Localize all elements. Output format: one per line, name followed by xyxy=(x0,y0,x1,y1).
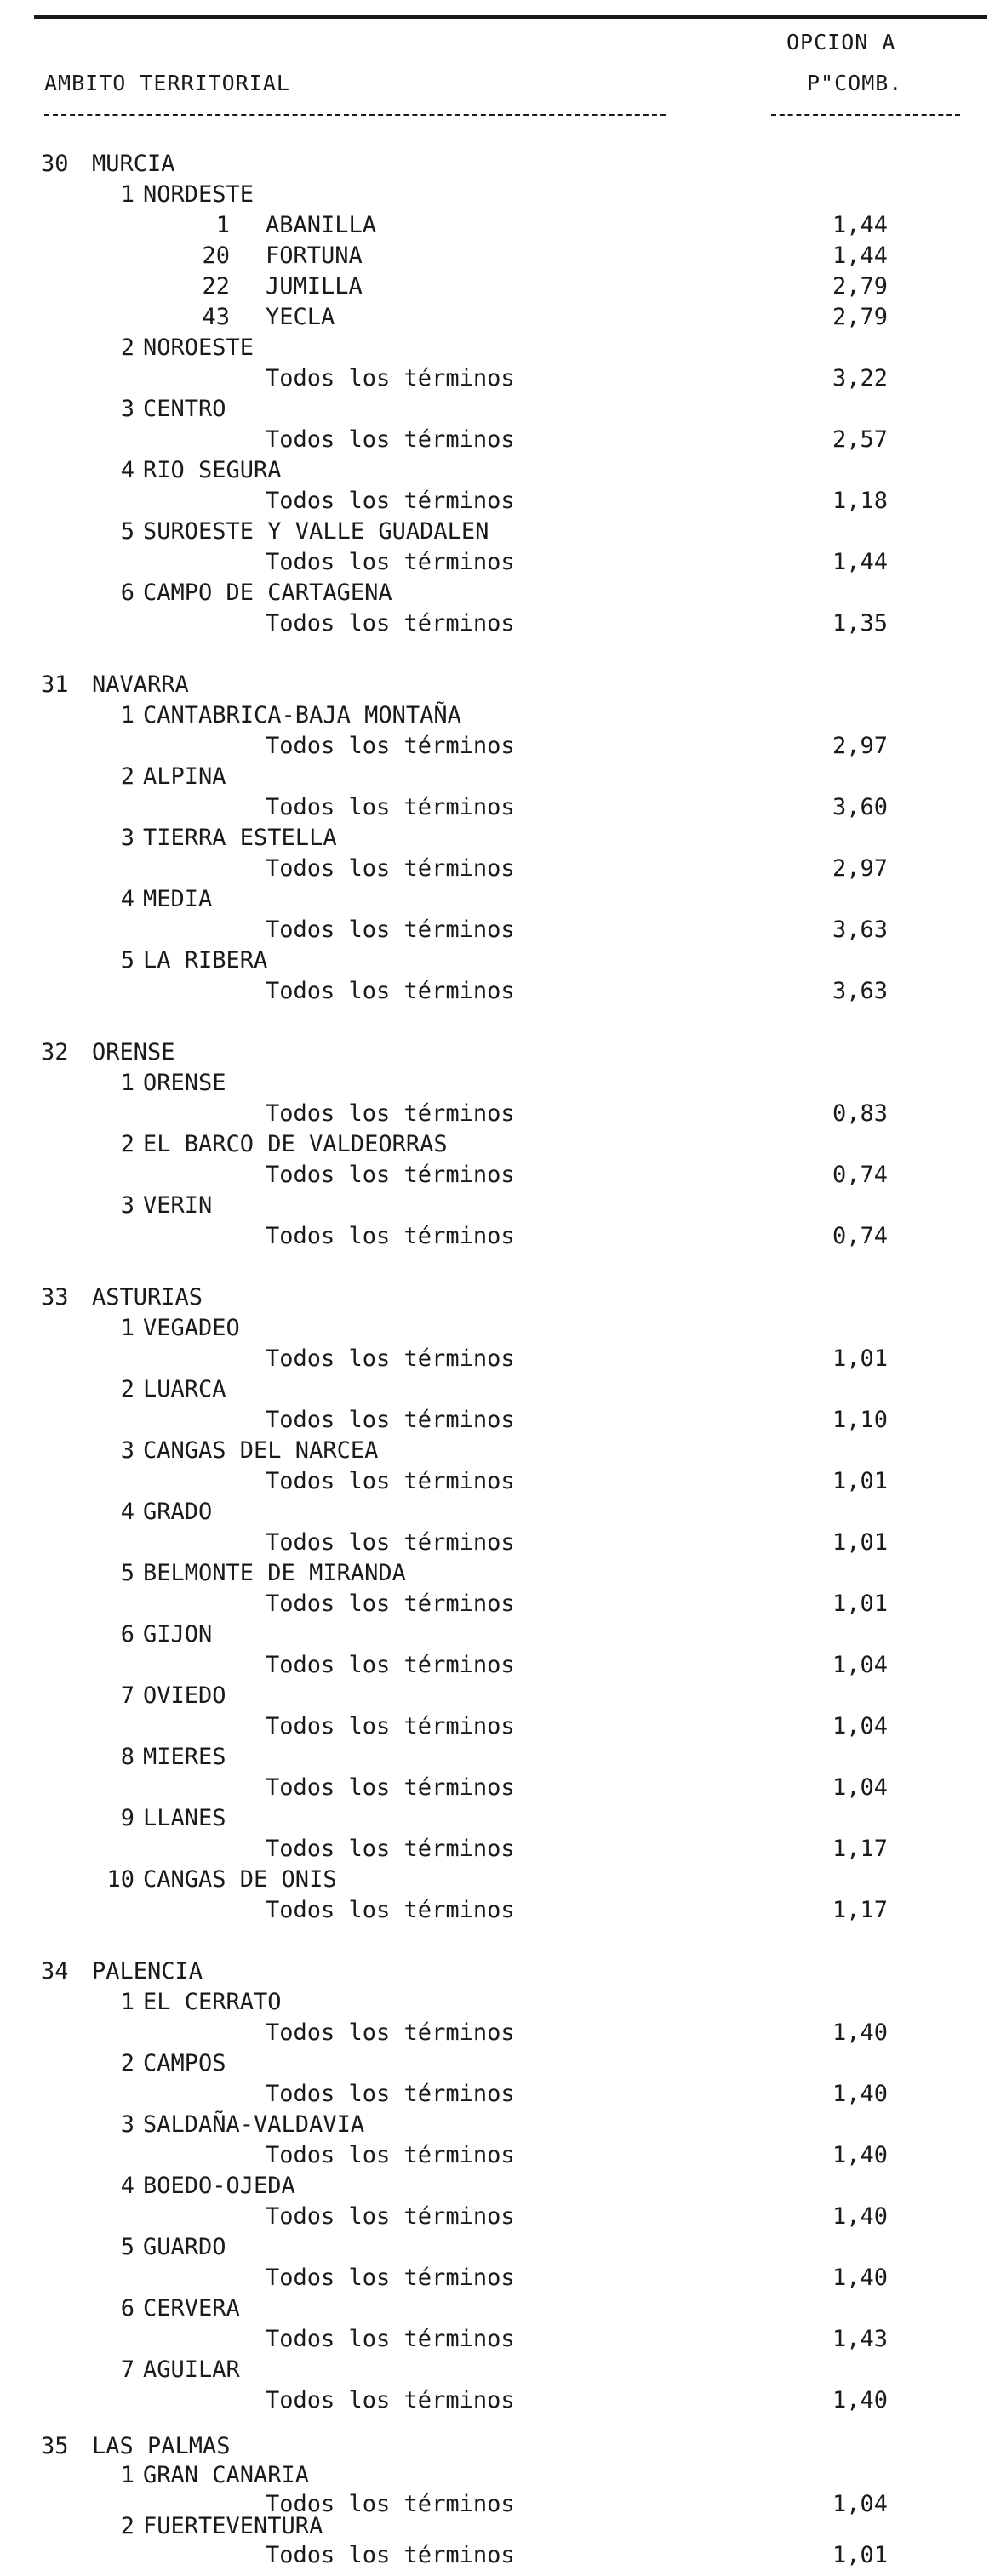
zone-code: 5 xyxy=(120,2234,134,2260)
all-terms-row xyxy=(0,2080,995,2109)
all-terms-row xyxy=(0,1161,995,1190)
header-col2-line2: P"COMB. xyxy=(807,71,903,95)
zone-label: TIERRA ESTELLA xyxy=(143,825,337,851)
zone-row xyxy=(0,180,995,209)
all-terms-row xyxy=(0,1100,995,1128)
zone-label: SALDAÑA-VALDAVIA xyxy=(143,2111,365,2138)
zone-code: 2 xyxy=(120,334,134,361)
coefficient-value: 3,63 xyxy=(832,978,889,1004)
coefficient-value: 1,40 xyxy=(832,2142,889,2168)
muni-label: JUMILLA xyxy=(266,273,363,300)
zone-code: 2 xyxy=(120,1131,134,1157)
zone-label: CANGAS DE ONIS xyxy=(143,1866,337,1893)
todos-label: Todos los términos xyxy=(266,1345,515,1372)
zone-label: GIJON xyxy=(143,1621,213,1648)
zone-code: 9 xyxy=(120,1805,134,1831)
todos-label: Todos los términos xyxy=(266,1100,515,1127)
zone-label: GRAN CANARIA xyxy=(143,2462,310,2488)
all-terms-row xyxy=(0,2264,995,2293)
zone-code: 10 xyxy=(106,1866,134,1893)
zone-code: 2 xyxy=(120,2513,134,2539)
zone-code: 6 xyxy=(120,1621,134,1648)
coefficient-value: 1,43 xyxy=(832,2326,889,2352)
all-terms-row xyxy=(0,1651,995,1680)
zone-row xyxy=(0,579,995,608)
all-terms-row xyxy=(0,1896,995,1925)
all-terms-row xyxy=(0,1467,995,1496)
all-terms-row xyxy=(0,2541,995,2570)
todos-label: Todos los términos xyxy=(266,2265,515,2291)
province-row xyxy=(0,1957,995,1986)
todos-label: Todos los términos xyxy=(266,2142,515,2168)
coefficient-value: 2,79 xyxy=(832,273,889,300)
zone-code: 6 xyxy=(120,580,134,606)
todos-label: Todos los términos xyxy=(266,2542,515,2568)
todos-label: Todos los términos xyxy=(266,855,515,882)
all-terms-row xyxy=(0,2202,995,2231)
muni-code: 43 xyxy=(202,304,230,330)
zone-label: NOROESTE xyxy=(143,334,254,361)
coefficient-value: 1,35 xyxy=(832,610,889,637)
zone-code: 3 xyxy=(120,396,134,422)
coefficient-value: 1,18 xyxy=(832,488,889,514)
all-terms-row xyxy=(0,1712,995,1741)
zone-row xyxy=(0,1865,995,1894)
coefficient-value: 2,79 xyxy=(832,304,889,330)
zone-label: NORDESTE xyxy=(143,181,254,208)
zone-label: CANTABRICA-BAJA MONTAÑA xyxy=(143,702,461,728)
coefficient-value: 1,40 xyxy=(832,2387,889,2413)
zone-row xyxy=(0,2512,995,2541)
all-terms-row xyxy=(0,609,995,638)
todos-label: Todos los términos xyxy=(266,365,515,391)
province-label: ORENSE xyxy=(92,1039,175,1065)
todos-label: Todos los términos xyxy=(266,1529,515,1556)
coefficient-value: 1,01 xyxy=(832,1591,889,1617)
todos-label: Todos los términos xyxy=(266,1407,515,1433)
all-terms-row xyxy=(0,548,995,577)
muni-label: YECLA xyxy=(266,304,335,330)
province-label: NAVARRA xyxy=(92,671,189,698)
todos-label: Todos los términos xyxy=(266,1652,515,1678)
todos-label: Todos los términos xyxy=(266,1713,515,1739)
all-terms-row xyxy=(0,2019,995,2048)
zone-label: CENTRO xyxy=(143,396,226,422)
todos-label: Todos los términos xyxy=(266,610,515,637)
zone-row xyxy=(0,395,995,424)
zone-code: 1 xyxy=(120,181,134,208)
coefficient-value: 1,01 xyxy=(832,1345,889,1372)
all-terms-row xyxy=(0,1528,995,1557)
province-row xyxy=(0,2432,995,2461)
coefficient-value: 1,01 xyxy=(832,1468,889,1494)
all-terms-row xyxy=(0,1222,995,1251)
zone-label: ORENSE xyxy=(143,1070,226,1096)
coefficient-value: 1,40 xyxy=(832,2265,889,2291)
zone-code: 2 xyxy=(120,763,134,790)
province-row xyxy=(0,1283,995,1312)
zone-code: 1 xyxy=(120,702,134,728)
province-label: PALENCIA xyxy=(92,1958,203,1985)
zone-row xyxy=(0,1437,995,1465)
zone-row xyxy=(0,2172,995,2201)
zone-row xyxy=(0,1069,995,1098)
zone-label: CAMPO DE CARTAGENA xyxy=(143,580,392,606)
all-terms-row xyxy=(0,1345,995,1374)
todos-label: Todos los términos xyxy=(266,426,515,453)
zone-row xyxy=(0,763,995,791)
zone-code: 2 xyxy=(120,1376,134,1402)
zone-code: 5 xyxy=(120,1560,134,1586)
coefficient-value: 3,22 xyxy=(832,365,889,391)
zone-label: EL CERRATO xyxy=(143,1989,282,2015)
zone-code: 5 xyxy=(120,947,134,974)
zone-label: VEGADEO xyxy=(143,1315,240,1341)
all-terms-row xyxy=(0,364,995,393)
zone-label: BELMONTE DE MIRANDA xyxy=(143,1560,406,1586)
todos-label: Todos los términos xyxy=(266,549,515,575)
todos-label: Todos los términos xyxy=(266,2387,515,2413)
zone-label: MEDIA xyxy=(143,886,213,912)
zone-label: LUARCA xyxy=(143,1376,226,1402)
zone-row xyxy=(0,1191,995,1220)
coefficient-value: 1,40 xyxy=(832,2081,889,2107)
muni-label: ABANILLA xyxy=(266,212,377,238)
muni-code: 22 xyxy=(202,273,230,300)
zone-row xyxy=(0,2233,995,2262)
zone-label: FUERTEVENTURA xyxy=(143,2513,323,2539)
zone-code: 5 xyxy=(120,518,134,545)
municipality-row xyxy=(0,303,995,332)
province-code: 34 xyxy=(41,1958,69,1985)
header-underline-col2 xyxy=(771,114,960,116)
coefficient-value: 1,17 xyxy=(832,1836,889,1862)
zone-row xyxy=(0,2356,995,2385)
zone-row xyxy=(0,2294,995,2323)
coefficient-value: 1,44 xyxy=(832,212,889,238)
todos-label: Todos los términos xyxy=(266,1836,515,1862)
zone-code: 7 xyxy=(120,2356,134,2383)
all-terms-row xyxy=(0,2325,995,2354)
zone-code: 1 xyxy=(120,1070,134,1096)
muni-label: FORTUNA xyxy=(266,243,363,269)
zone-label: ALPINA xyxy=(143,763,226,790)
zone-code: 4 xyxy=(120,2173,134,2199)
zone-label: GRADO xyxy=(143,1499,213,1525)
all-terms-row xyxy=(0,854,995,883)
coefficient-value: 1,40 xyxy=(832,2203,889,2230)
zone-label: BOEDO-OJEDA xyxy=(143,2173,295,2199)
header-col2-line1: OPCION A xyxy=(786,30,896,54)
zone-row xyxy=(0,701,995,730)
todos-label: Todos los términos xyxy=(266,1162,515,1188)
zone-code: 3 xyxy=(120,1192,134,1219)
todos-label: Todos los términos xyxy=(266,733,515,759)
province-code: 31 xyxy=(41,671,69,698)
all-terms-row xyxy=(0,732,995,761)
all-terms-row xyxy=(0,1835,995,1864)
coefficient-value: 1,44 xyxy=(832,549,889,575)
coefficient-value: 0,74 xyxy=(832,1162,889,1188)
coefficient-value: 1,01 xyxy=(832,1529,889,1556)
zone-row xyxy=(0,1620,995,1649)
province-row xyxy=(0,150,995,179)
all-terms-row xyxy=(0,977,995,1006)
coefficient-value: 2,97 xyxy=(832,733,889,759)
todos-label: Todos los términos xyxy=(266,2491,515,2517)
zone-code: 3 xyxy=(120,1437,134,1464)
todos-label: Todos los términos xyxy=(266,1468,515,1494)
province-label: MURCIA xyxy=(92,151,175,177)
zone-row xyxy=(0,1988,995,2017)
zone-label: EL BARCO DE VALDEORRAS xyxy=(143,1131,448,1157)
todos-label: Todos los términos xyxy=(266,1591,515,1617)
all-terms-row xyxy=(0,1406,995,1435)
coefficient-value: 1,10 xyxy=(832,1407,889,1433)
zone-label: AGUILAR xyxy=(143,2356,240,2383)
coefficient-value: 1,40 xyxy=(832,2019,889,2046)
zone-label: OVIEDO xyxy=(143,1682,226,1709)
municipality-row xyxy=(0,272,995,301)
todos-label: Todos los términos xyxy=(266,794,515,820)
zone-row xyxy=(0,1804,995,1833)
todos-label: Todos los términos xyxy=(266,978,515,1004)
zone-label: RIO SEGURA xyxy=(143,457,282,483)
zone-code: 4 xyxy=(120,457,134,483)
zone-label: SUROESTE Y VALLE GUADALEN xyxy=(143,518,489,545)
all-terms-row xyxy=(0,487,995,516)
todos-label: Todos los términos xyxy=(266,2326,515,2352)
coefficient-value: 0,83 xyxy=(832,1100,889,1127)
zone-label: CANGAS DEL NARCEA xyxy=(143,1437,379,1464)
all-terms-row xyxy=(0,1773,995,1802)
all-terms-row xyxy=(0,426,995,454)
coefficient-value: 3,60 xyxy=(832,794,889,820)
todos-label: Todos los términos xyxy=(266,488,515,514)
todos-label: Todos los términos xyxy=(266,1223,515,1249)
zone-row xyxy=(0,824,995,853)
zone-row xyxy=(0,1743,995,1772)
header-underline-col1 xyxy=(44,114,666,116)
zone-code: 4 xyxy=(120,886,134,912)
zone-row xyxy=(0,1375,995,1404)
coefficient-value: 2,57 xyxy=(832,426,889,453)
zone-row xyxy=(0,456,995,485)
todos-label: Todos los términos xyxy=(266,2019,515,2046)
province-label: ASTURIAS xyxy=(92,1284,203,1311)
zone-row xyxy=(0,2049,995,2078)
muni-code: 20 xyxy=(202,243,230,269)
zone-code: 6 xyxy=(120,2295,134,2322)
province-code: 30 xyxy=(41,151,69,177)
zone-label: MIERES xyxy=(143,1744,226,1770)
zone-row xyxy=(0,334,995,363)
todos-label: Todos los términos xyxy=(266,2081,515,2107)
coefficient-value: 1,04 xyxy=(832,2491,889,2517)
municipality-row xyxy=(0,211,995,240)
header-col1: AMBITO TERRITORIAL xyxy=(44,71,290,95)
zone-row xyxy=(0,2461,995,2490)
province-row xyxy=(0,1038,995,1067)
coefficient-value: 1,17 xyxy=(832,1897,889,1923)
zone-code: 1 xyxy=(120,1315,134,1341)
zone-row xyxy=(0,517,995,546)
coefficient-value: 1,01 xyxy=(832,2542,889,2568)
todos-label: Todos los términos xyxy=(266,917,515,943)
zone-label: VERIN xyxy=(143,1192,213,1219)
zone-row xyxy=(0,885,995,914)
province-code: 33 xyxy=(41,1284,69,1311)
zone-row xyxy=(0,1682,995,1711)
coefficient-value: 1,04 xyxy=(832,1652,889,1678)
top-rule xyxy=(34,15,987,19)
coefficient-value: 1,04 xyxy=(832,1713,889,1739)
zone-row xyxy=(0,1314,995,1343)
province-row xyxy=(0,671,995,700)
zone-code: 3 xyxy=(120,825,134,851)
all-terms-row xyxy=(0,793,995,822)
zone-row xyxy=(0,2110,995,2139)
zone-label: LA RIBERA xyxy=(143,947,268,974)
municipality-row xyxy=(0,242,995,271)
all-terms-row xyxy=(0,2386,995,2415)
zone-label: CAMPOS xyxy=(143,2050,226,2076)
zone-label: CERVERA xyxy=(143,2295,240,2322)
muni-code: 1 xyxy=(215,212,230,238)
all-terms-row xyxy=(0,916,995,945)
zone-code: 8 xyxy=(120,1744,134,1770)
province-code: 32 xyxy=(41,1039,69,1065)
all-terms-row xyxy=(0,1590,995,1619)
todos-label: Todos los términos xyxy=(266,2203,515,2230)
todos-label: Todos los términos xyxy=(266,1774,515,1801)
zone-label: GUARDO xyxy=(143,2234,226,2260)
zone-row xyxy=(0,946,995,975)
province-label: LAS PALMAS xyxy=(92,2433,231,2459)
zone-row xyxy=(0,1130,995,1159)
coefficient-value: 1,44 xyxy=(832,243,889,269)
zone-code: 3 xyxy=(120,2111,134,2138)
coefficient-value: 2,97 xyxy=(832,855,889,882)
coefficient-value: 1,04 xyxy=(832,1774,889,1801)
zone-code: 7 xyxy=(120,1682,134,1709)
zone-row xyxy=(0,1559,995,1588)
zone-code: 1 xyxy=(120,1989,134,2015)
province-code: 35 xyxy=(41,2433,69,2459)
zone-code: 1 xyxy=(120,2462,134,2488)
coefficient-value: 3,63 xyxy=(832,917,889,943)
zone-row xyxy=(0,1498,995,1527)
coefficient-value: 0,74 xyxy=(832,1223,889,1249)
all-terms-row xyxy=(0,2141,995,2170)
zone-code: 4 xyxy=(120,1499,134,1525)
zone-code: 2 xyxy=(120,2050,134,2076)
zone-label: LLANES xyxy=(143,1805,226,1831)
todos-label: Todos los términos xyxy=(266,1897,515,1923)
